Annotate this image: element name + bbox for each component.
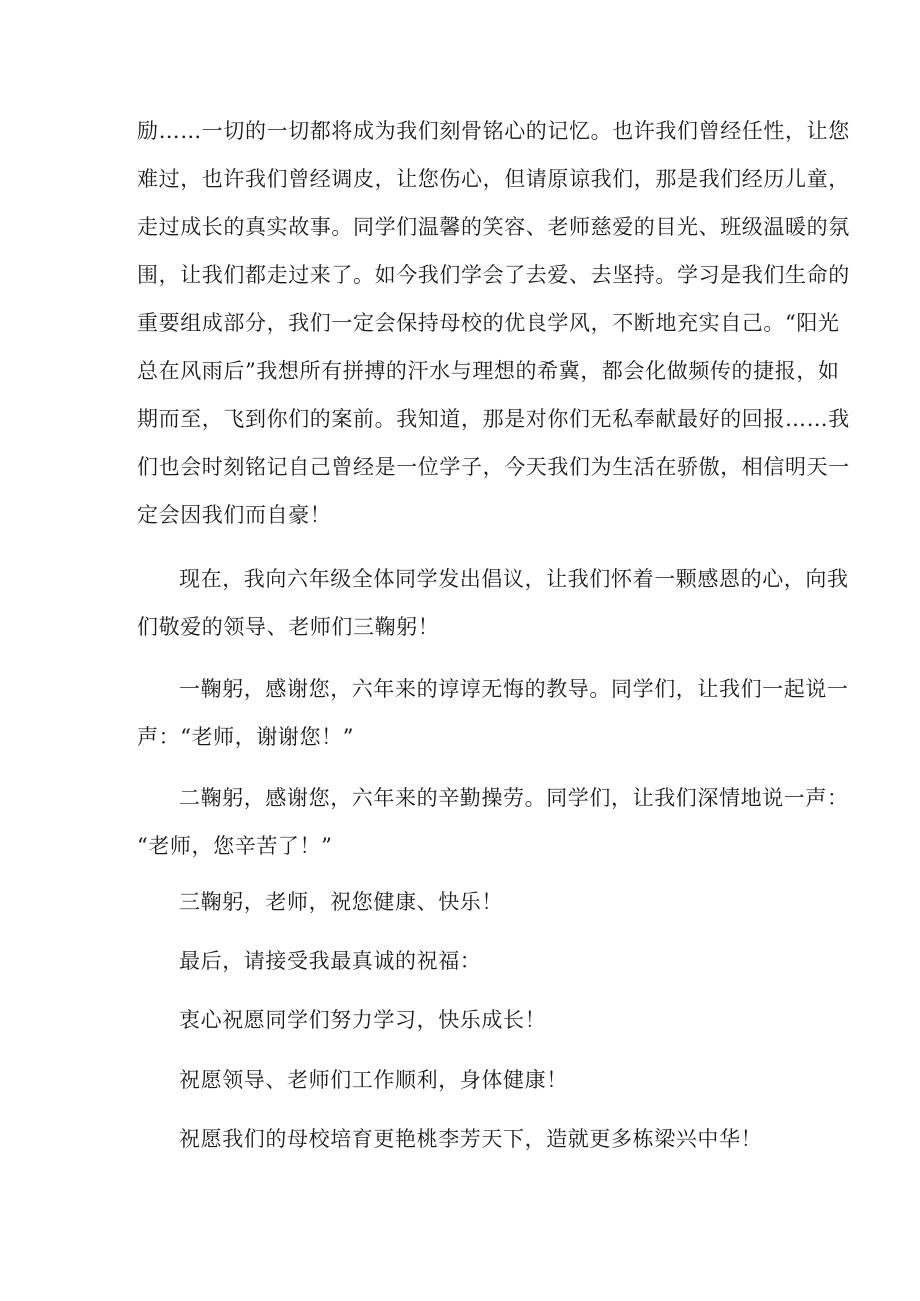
paragraph-2-line-1: 现在，我向六年级全体同学发出倡议，让我们怀着一颗感恩的心，向我 (179, 567, 849, 591)
paragraph-4-line-1: 二鞠躬，感谢您，六年来的辛勤操劳。同学们，让我们深情地说一声： (179, 786, 849, 810)
paragraph-3-line-1: 一鞠躬，感谢您，六年来的谆谆无悔的教导。同学们，让我们一起说一 (179, 677, 849, 701)
paragraph-6: 最后，请接受我最真诚的祝福： (179, 949, 482, 973)
paragraph-1-line-6: 总在风雨后”我想所有拼搏的汗水与理想的希冀，都会化做频传的捷报，如 (137, 359, 840, 383)
paragraph-5: 三鞠躬，老师，祝您健康、快乐！ (179, 890, 503, 914)
paragraph-2-line-2: 们敬爱的领导、老师们三鞠躬！ (137, 615, 440, 639)
paragraph-9: 祝愿我们的母校培育更艳桃李芳天下，造就更多栋梁兴中华！ (179, 1127, 763, 1151)
paragraph-3-line-2: 声：“老师，谢谢您！” (137, 725, 355, 749)
paragraph-1-line-4: 围，让我们都走过来了。如今我们学会了去爱、去坚持。学习是我们生命的 (137, 263, 850, 287)
paragraph-7: 衷心祝愿同学们努力学习，快乐成长！ (179, 1008, 547, 1032)
paragraph-1-line-7: 期而至，飞到你们的案前。我知道，那是对你们无私奉献最好的回报……我 (137, 407, 850, 431)
paragraph-1-line-3: 走过成长的真实故事。同学们温馨的笑容、老师慈爱的目光、班级温暖的氛 (137, 215, 850, 239)
paragraph-1-line-1: 励……一切的一切都将成为我们刻骨铭心的记忆。也许我们曾经任性，让您 (137, 119, 850, 143)
paragraph-4-line-2: “老师，您辛苦了！” (137, 834, 333, 858)
paragraph-8: 祝愿领导、老师们工作顺利，身体健康！ (179, 1068, 568, 1092)
paragraph-1-line-8: 们也会时刻铭记自己曾经是一位学子，今天我们为生活在骄傲，相信明天一 (137, 455, 850, 479)
paragraph-1-line-9: 定会因我们而自豪！ (137, 503, 332, 527)
paragraph-1-line-5: 重要组成部分，我们一定会保持母校的优良学风，不断地充实自己。“阳光 (137, 311, 840, 335)
paragraph-1-line-2: 难过，也许我们曾经调皮，让您伤心，但请原谅我们，那是我们经历儿童， (137, 167, 850, 191)
